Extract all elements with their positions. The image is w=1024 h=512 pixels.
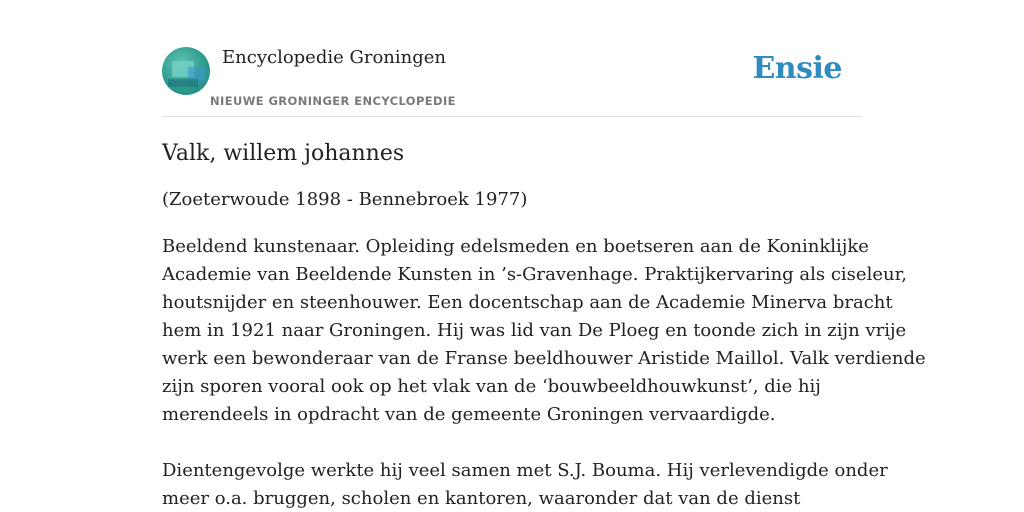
site-header [162, 46, 862, 117]
logo-shape [168, 79, 198, 87]
article-paragraph [162, 457, 888, 512]
paragraph-line: zijn sporen vooral ook op het vlak van de ‘bouwbeeldhouwkunst’, die hij [162, 376, 821, 397]
paragraph-line: werk een bewonderaar van de Franse beeldhouwer Aristide Maillol. Valk verdiende [162, 348, 926, 369]
article-content [162, 138, 926, 512]
paragraph-line: Dientengevolge werkte hij veel samen met S.J. Bouma. Hij verlevendigde onder [162, 460, 888, 481]
paragraph-line: hem in 1921 naar Groningen. Hij was lid van De Ploeg en toonde zich in zijn vrije [162, 320, 907, 341]
brand-logo-link[interactable]: Ensie [752, 51, 842, 86]
article-paragraph [162, 233, 926, 429]
article-dates: (Zoeterwoude 1898 - Bennebroek 1977) [162, 189, 528, 210]
site-title-link[interactable]: Encyclopedie Groningen [222, 47, 447, 68]
paragraph-line: houtsnijder en steenhouwer. Een docentschap aan de Academie Minerva bracht [162, 292, 893, 313]
paragraph-line: Beeldend kunstenaar. Opleiding edelsmeden en boetseren aan de Koninklijke [162, 236, 869, 257]
site-logo-avatar[interactable] [162, 47, 210, 95]
paragraph-line: meer o.a. bruggen, scholen en kantoren, waaronder dat van de dienst [162, 488, 801, 509]
paragraph-line: merendeels in opdracht van de gemeente Groningen vervaardigde. [162, 404, 776, 425]
paragraph-line: Academie van Beeldende Kunsten in ’s-Gravenhage. Praktijkervaring als ciseleur, [162, 264, 907, 285]
article-title: Valk, willem johannes [162, 141, 405, 166]
site-subtitle: NIEUWE GRONINGER ENCYCLOPEDIE [210, 94, 456, 108]
